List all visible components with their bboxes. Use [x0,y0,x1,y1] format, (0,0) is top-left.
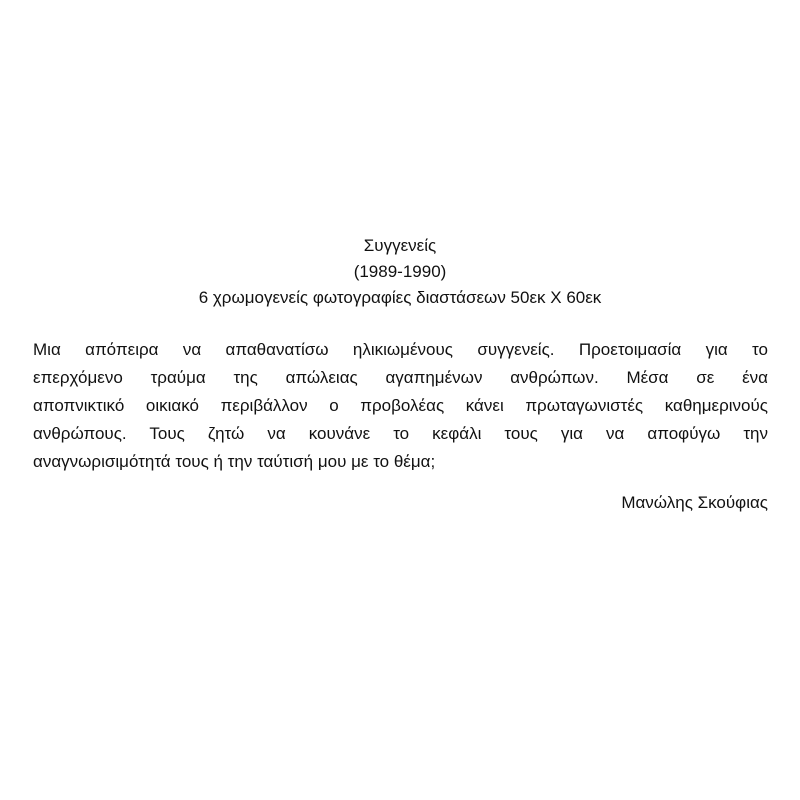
description-line: αναγνωρισιμότητά τους ή την ταύτισή μου με το θέμα; [33,452,436,471]
description-line: αποπνικτικό οικιακό περιβάλλον ο προβολέας κάνει πρωταγωνιστές καθημερινούς [33,396,768,415]
artwork-description [33,336,768,476]
artwork-header [0,233,800,311]
artwork-title: Συγγενείς [363,236,437,255]
artwork-years: (1989-1990) [353,262,447,281]
author-name: Μανώλης Σκούφιας [621,493,768,512]
artwork-details: 6 χρωμογενείς φωτογραφίες διαστάσεων 50εκ Χ 60εκ [198,288,602,307]
description-line: ανθρώπους. Τους ζητώ να κουνάνε το κεφάλι τους για να αποφύγω την [33,424,768,443]
description-line: επερχόμενο τραύμα της απώλειας αγαπημένων ανθρώπων. Μέσα σε ένα [33,368,768,387]
description-line: Μια απόπειρα να απαθανατίσω ηλικιωμένους συγγενείς. Προετοιμασία για το [33,340,768,359]
